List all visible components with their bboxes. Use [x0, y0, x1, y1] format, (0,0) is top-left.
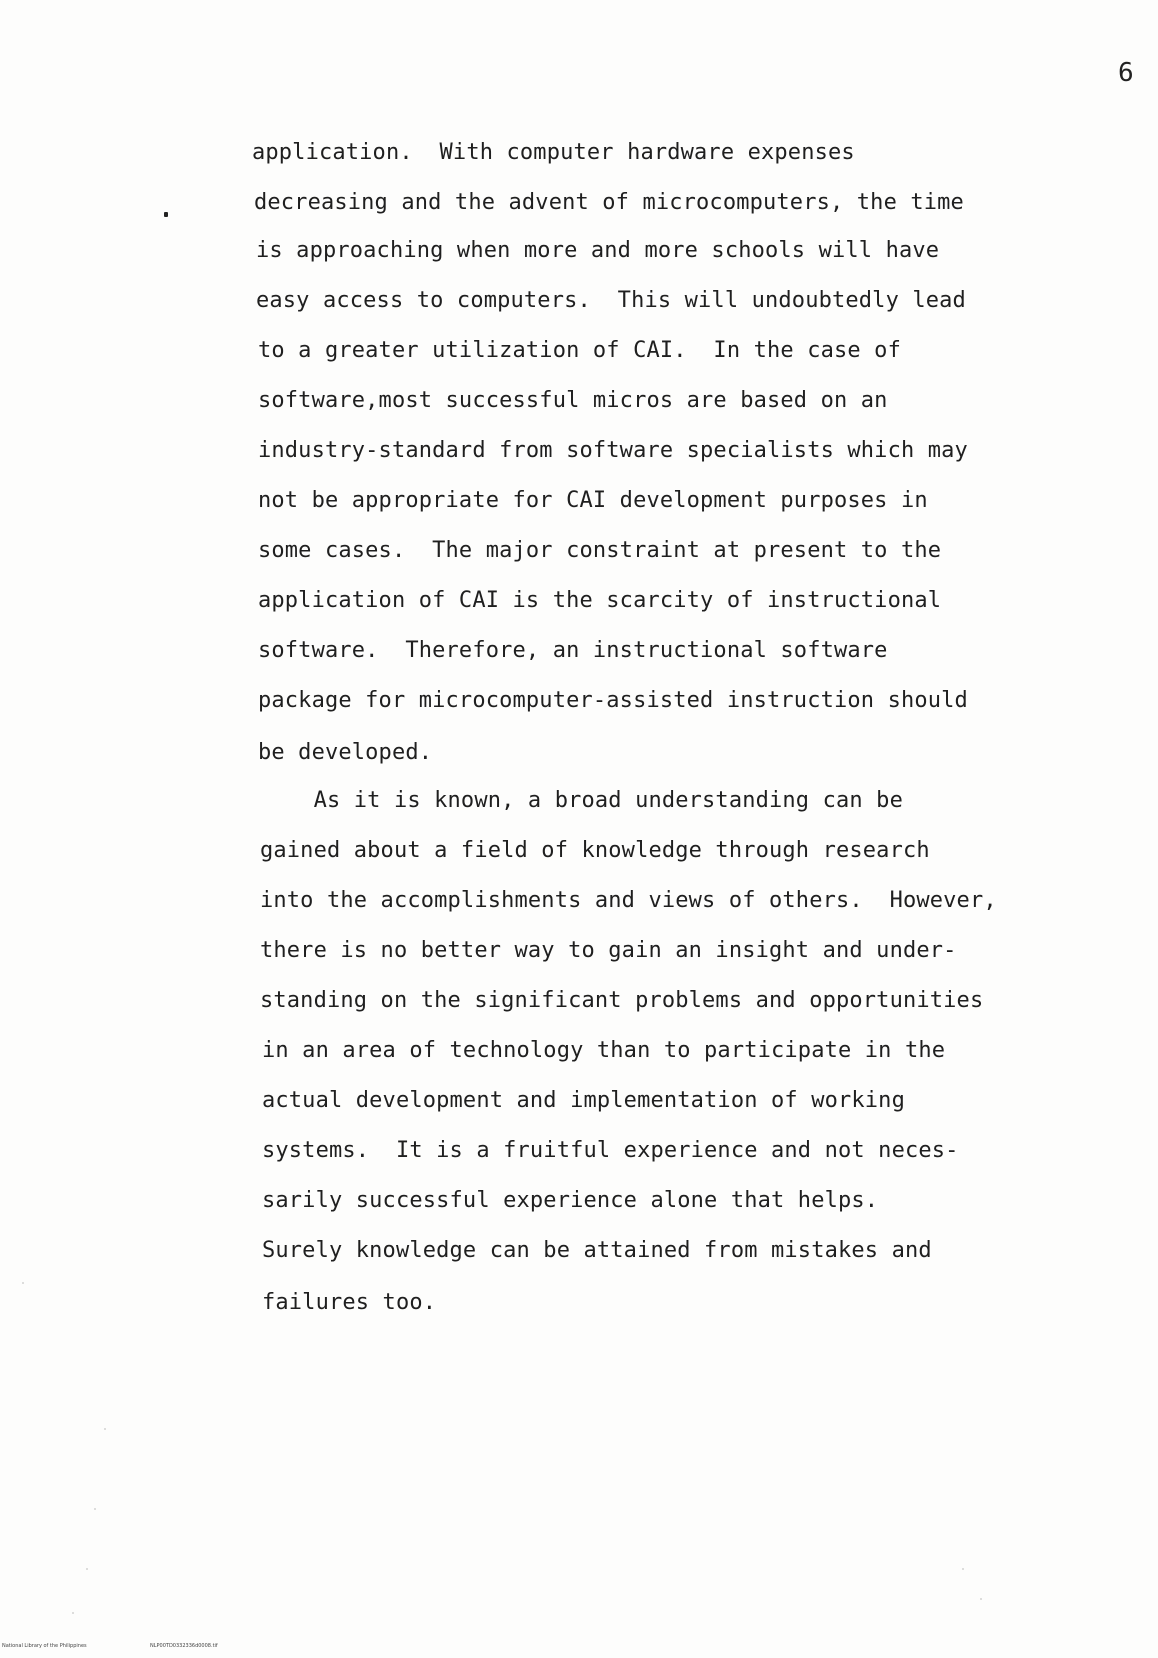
scan-speck — [962, 1568, 964, 1570]
body-line: actual development and implementation of working — [262, 1088, 905, 1113]
body-line: gained about a field of knowledge through research — [260, 838, 930, 863]
body-line: industry-standard from software specialists which may — [258, 438, 968, 463]
body-line: there is no better way to gain an insight and under- — [260, 938, 957, 963]
body-line: some cases. The major constraint at present to the — [258, 538, 942, 563]
body-line: sarily successful experience alone that helps. — [262, 1188, 879, 1213]
body-line: As it is known, a broad understanding can be — [260, 788, 903, 813]
body-line: package for microcomputer-assisted instruction should — [258, 688, 968, 713]
scan-speck — [104, 1428, 106, 1430]
body-line: software,most successful micros are based on an — [258, 388, 888, 413]
scan-speck — [72, 1612, 74, 1614]
body-line: application. With computer hardware expenses — [252, 140, 855, 165]
scan-speck — [94, 1508, 96, 1510]
body-line: into the accomplishments and views of others. However, — [260, 888, 997, 913]
scan-speck — [22, 1282, 24, 1284]
body-line: decreasing and the advent of microcomputers, the time — [254, 190, 964, 215]
footer-code: NLP00TD0332336d0008.tif — [150, 1643, 218, 1649]
body-line: Surely knowledge can be attained from mistakes and — [262, 1238, 932, 1263]
body-line: not be appropriate for CAI development purposes in — [258, 488, 928, 513]
body-line: failures too. — [262, 1290, 437, 1315]
body-line: be developed. — [258, 740, 433, 765]
body-line: systems. It is a fruitful experience and not neces- — [262, 1138, 959, 1163]
body-line: in an area of technology than to participate in the — [262, 1038, 946, 1063]
scan-speck — [980, 1598, 982, 1600]
body-line: to a greater utilization of CAI. In the case of — [258, 338, 901, 363]
page-number: 6 — [1118, 58, 1134, 88]
stray-ink-mark — [164, 212, 168, 217]
body-line: application of CAI is the scarcity of instructional — [258, 588, 942, 613]
body-line: standing on the significant problems and opportunities — [260, 988, 984, 1013]
footer-library: National Library of the Philippines — [2, 1643, 87, 1649]
body-line: software. Therefore, an instructional software — [258, 638, 888, 663]
body-line: easy access to computers. This will undoubtedly lead — [256, 288, 966, 313]
scan-speck — [86, 1568, 88, 1570]
body-line: is approaching when more and more schools will have — [256, 238, 940, 263]
